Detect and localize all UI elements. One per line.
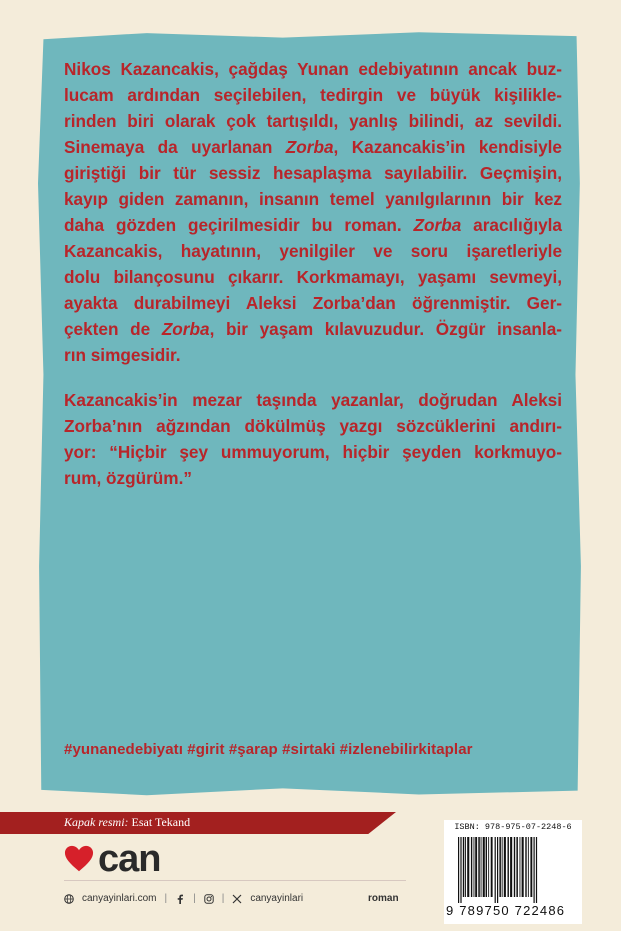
instagram-icon[interactable]: [204, 894, 214, 904]
barcode-bar: [486, 837, 487, 897]
barcode-bar: [508, 837, 509, 897]
book-title-italic: Zorba: [285, 137, 334, 157]
barcode-bar: [499, 837, 501, 897]
publisher-logo: [64, 840, 160, 878]
blurb-line: ayakta durabilmeyi Aleksi Zorba’dan öğrenmiştir. Ger-: [64, 293, 562, 313]
blurb-line: dolu bilançosunu çıkarır. Korkmamayı, yaşamı sevmeyi,: [64, 267, 562, 287]
divider: |: [221, 893, 225, 904]
blurb-line: daha gözden geçirilmesidir bu roman. Zorba aracılığıyla: [64, 215, 562, 235]
barcode-bar: [491, 837, 493, 897]
divider: |: [193, 893, 196, 904]
blurb-line: rinden biri olarak çok tartışıldı, yanlış bilindi, az sevildi.: [64, 111, 562, 131]
blurb-line: Sinemaya da uyarlanan Zorba, Kazancakis’in kendisiyle: [64, 137, 562, 157]
publisher-footer: [64, 893, 303, 904]
credit-name: Esat Tekand: [131, 815, 191, 829]
heart-icon: [64, 844, 94, 874]
hashtags: #yunanedebiyatı #girit #şarap #sirtaki #izlenebilirkitaplar: [64, 741, 473, 758]
barcode-bar: [460, 837, 461, 903]
social-handle[interactable]: canyayinlari: [250, 893, 304, 904]
barcode-bar: [516, 837, 518, 897]
x-icon[interactable]: [232, 894, 242, 904]
genre-label: roman: [368, 893, 399, 904]
barcode-bar: [536, 837, 537, 903]
website-link[interactable]: canyayinlari.com: [82, 893, 157, 904]
blurb-paragraph-1: [64, 56, 562, 368]
barcode-bar: [474, 837, 475, 897]
blurb-line: rum, özgürüm.”: [64, 468, 192, 488]
blurb-line: Zorba’nın ağzından dökülmüş yazgı sözcüklerini andırı-: [64, 416, 562, 436]
isbn-label: ISBN: 978-975-07-2248-6: [454, 822, 572, 832]
barcode-bar: [467, 837, 469, 897]
barcode-bar: [528, 837, 529, 897]
barcode-bar: [504, 837, 506, 897]
barcode-bar: [514, 837, 515, 897]
book-title-italic: Zorba: [161, 319, 210, 339]
blurb-line: rın simgesidir.: [64, 345, 181, 365]
barcode: [456, 837, 580, 903]
blurb-line: çekten de Zorba, bir yaşam kılavuzudur. Özgür insanla-: [64, 319, 562, 339]
blurb-line: Kazancakis, hayatının, yenilgiler ve soru işaretleriyle: [64, 241, 562, 261]
barcode-bar: [488, 837, 489, 897]
barcode-bar: [475, 837, 477, 897]
credit-label: Kapak resmi:: [64, 815, 129, 829]
barcode-bar: [520, 837, 521, 897]
barcode-bar: [510, 837, 512, 897]
barcode-number: 9 789750 722486: [446, 903, 566, 918]
barcode-bar: [530, 837, 532, 897]
barcode-bar: [534, 837, 535, 903]
book-title-italic: Zorba: [413, 215, 462, 235]
facebook-icon[interactable]: [175, 894, 185, 904]
barcode-bar: [497, 837, 498, 903]
footer-divider: [64, 880, 406, 881]
credit-band: [0, 812, 396, 834]
barcode-bar: [463, 837, 465, 897]
barcode-bar: [465, 837, 466, 897]
blurb-line: Kazancakis’in mezar taşında yazanlar, doğrudan Aleksi: [64, 390, 562, 410]
barcode-bar: [481, 837, 482, 897]
blurb-line: kayıp giden zamanın, insanın temel yanılgılarının bir kez: [64, 189, 562, 209]
blurb-line: lucam ardından seçilebilen, tedirgin ve büyük kişilikle-: [64, 85, 562, 105]
globe-icon: [64, 894, 74, 904]
cover-credit: [64, 815, 190, 830]
barcode-bar: [483, 837, 485, 897]
blurb-line: Nikos Kazancakis, çağdaş Yunan edebiyatının ancak buz-: [64, 59, 562, 79]
barcode-bar: [471, 837, 472, 897]
publisher-logo-word: can: [98, 838, 161, 880]
barcode-bar: [502, 837, 503, 897]
blurb-line: yor: “Hiçbir şey ummuyorum, hiçbir şeyden korkmuyo-: [64, 442, 562, 462]
blurb-paragraph-2: [64, 387, 562, 491]
barcode-bar: [495, 837, 496, 903]
barcode-bar: [522, 837, 524, 897]
barcode-bar: [525, 837, 526, 897]
barcode-bar: [458, 837, 459, 903]
blurb-text: [64, 56, 562, 510]
blurb-line: giriştiği bir tür sessiz hesaplaşma sayılabilir. Geçmişin,: [64, 163, 562, 183]
divider: |: [164, 893, 168, 904]
barcode-bar: [478, 837, 480, 897]
